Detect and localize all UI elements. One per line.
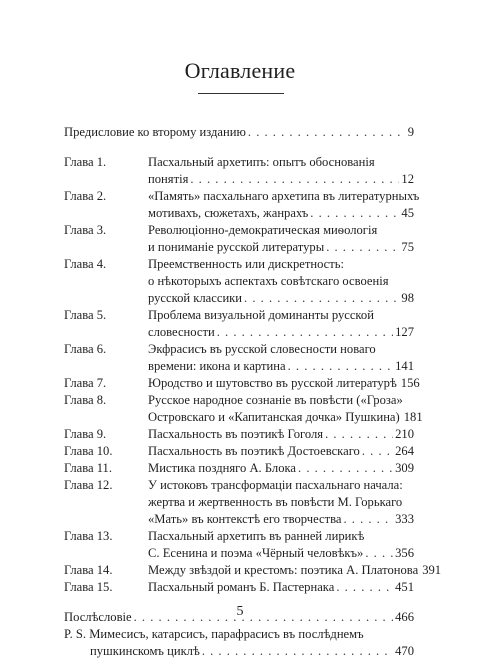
- chapter-title: понятія: [148, 172, 189, 186]
- toc-entry: [64, 188, 420, 222]
- chapter-title: и пониманіе русской литературы: [148, 240, 325, 254]
- chapter-number: Глава 6.: [64, 342, 107, 356]
- dot-leader: [288, 358, 393, 375]
- chapter-number: Глава 3.: [64, 223, 107, 237]
- chapter-number: Глава 13.: [64, 529, 113, 543]
- page-number: 5: [236, 604, 244, 619]
- dot-leader: [310, 205, 399, 222]
- chapter-title: Пасхальный романъ Б. Пастернака: [148, 580, 335, 594]
- chapter-title: Мистика поздняго А. Блока: [148, 461, 297, 475]
- chapter-number: Глава 12.: [64, 478, 113, 492]
- chapter-title: Пасхальность въ поэтикѣ Достоевскаго: [148, 444, 360, 458]
- toc-entry: [64, 579, 414, 596]
- chapter-title: Экфрасисъ въ русской словесности новаго: [148, 342, 376, 356]
- chapter-title: Русское народное сознаніе въ повѣсти («Гроза»: [148, 393, 403, 407]
- chapter-number: Глава 4.: [64, 257, 107, 271]
- table-of-contents: [64, 124, 442, 660]
- page-ref: 45: [401, 206, 414, 220]
- page-ref: 391: [422, 563, 442, 577]
- toc-entry: [64, 154, 414, 188]
- page-ref: 264: [395, 444, 414, 458]
- page-ref: 75: [401, 240, 414, 254]
- chapter-number: Глава 5.: [64, 308, 107, 322]
- chapter-number: Глава 8.: [64, 393, 107, 407]
- chapter-number: Глава 10.: [64, 444, 113, 458]
- page-ref: 451: [395, 580, 414, 594]
- page-ref: 127: [395, 325, 414, 339]
- chapter-number: Глава 7.: [64, 376, 107, 390]
- toc-entry: [64, 443, 414, 460]
- chapter-title: о нѣкоторыхъ аспектахъ совѣтскаго освоенія: [148, 274, 389, 288]
- title-underline: [198, 93, 284, 94]
- page-ref: 333: [395, 512, 414, 526]
- page-ref: 181: [403, 410, 423, 424]
- chapter-title: Революціонно-демократическая миѳологія: [148, 223, 378, 237]
- dot-leader: [190, 171, 399, 188]
- chapter-number: Глава 14.: [64, 563, 113, 577]
- chapter-title: Юродство и шутовство въ русской литературѣ: [148, 376, 397, 390]
- dot-leader: [217, 324, 393, 341]
- dot-leader: [325, 426, 393, 443]
- toc-entry: [64, 392, 423, 426]
- toc-entry: [64, 307, 414, 341]
- toc-entry: [64, 341, 414, 375]
- chapter-title: Пасхальный архетипъ въ ранней лирикѣ: [148, 529, 365, 543]
- dot-leader: [298, 460, 393, 477]
- page-ref: 9: [407, 125, 414, 139]
- page-ref: 210: [395, 427, 414, 441]
- dot-leader: [326, 239, 399, 256]
- chapter-title: «Память» пасхальнаго архетипа въ литературныхъ: [148, 189, 420, 203]
- chapter-title: «Мать» въ контекстѣ его творчества: [148, 512, 342, 526]
- chapter-title: русской классики: [148, 291, 243, 305]
- chapter-title: жертва и жертвенность въ повѣсти М. Горькаго: [148, 495, 403, 509]
- page-ref: 356: [395, 546, 414, 560]
- toc-entry: [64, 528, 414, 562]
- page-ref: 156: [400, 376, 420, 390]
- chapter-number: Глава 11.: [64, 461, 113, 475]
- dot-leader: [248, 124, 406, 141]
- toc-entry: [64, 460, 414, 477]
- chapter-title: Преемственность или дискретность:: [148, 257, 345, 271]
- page-ref: 470: [395, 644, 414, 658]
- toc-entry: [64, 124, 414, 141]
- chapter-title: Послѣсловіе: [64, 610, 132, 624]
- page-ref: 309: [395, 461, 414, 475]
- page-ref: 98: [401, 291, 414, 305]
- page-ref: 12: [401, 172, 414, 186]
- chapter-title: Предисловие ко второму изданию: [64, 125, 246, 139]
- toc-entry: [64, 256, 414, 307]
- chapter-number: Глава 9.: [64, 427, 107, 441]
- chapter-title: С. Есенина и поэма «Чёрный человѣкъ»: [148, 546, 364, 560]
- dot-leader: [343, 511, 393, 528]
- chapter-number: Глава 15.: [64, 580, 113, 594]
- chapter-number: Глава 1.: [64, 155, 107, 169]
- page-title: Оглавление: [184, 58, 296, 83]
- dot-leader: [244, 290, 399, 307]
- toc-entry: [64, 375, 420, 392]
- toc-entry: [64, 222, 414, 256]
- chapter-title: P. S. Мимесисъ, катарсисъ, парафрасисъ въ послѣднемъ: [64, 627, 364, 641]
- chapter-title: словесности: [148, 325, 215, 339]
- chapter-title: Между звѣздой и крестомъ: поэтика А. Платонова: [148, 563, 419, 577]
- dot-leader: [365, 545, 393, 562]
- toc-entry: [64, 626, 414, 660]
- dot-leader: [202, 643, 393, 660]
- chapter-title: У истоковъ трансформаціи пасхальнаго начала:: [148, 478, 403, 492]
- chapter-title: пушкинскомъ циклѣ: [90, 644, 200, 658]
- chapter-number: Глава 2.: [64, 189, 107, 203]
- page-ref: 141: [395, 359, 414, 373]
- chapter-title: Проблема визуальной доминанты русской: [148, 308, 374, 322]
- toc-entry: [64, 477, 414, 528]
- chapter-title: Островскаго и «Капитанская дочка» Пушкина): [148, 410, 400, 424]
- chapter-title: времени: икона и картина: [148, 359, 286, 373]
- page-ref: 466: [395, 610, 414, 624]
- chapter-title: Пасхальный архетипъ: опытъ обоснованія: [148, 155, 375, 169]
- dot-leader: [336, 579, 393, 596]
- dot-leader: [362, 443, 393, 460]
- chapter-title: мотивахъ, сюжетахъ, жанрахъ: [148, 206, 309, 220]
- toc-entry: [64, 426, 414, 443]
- chapter-title: Пасхальность въ поэтикѣ Гоголя: [148, 427, 324, 441]
- toc-entry: [64, 562, 442, 579]
